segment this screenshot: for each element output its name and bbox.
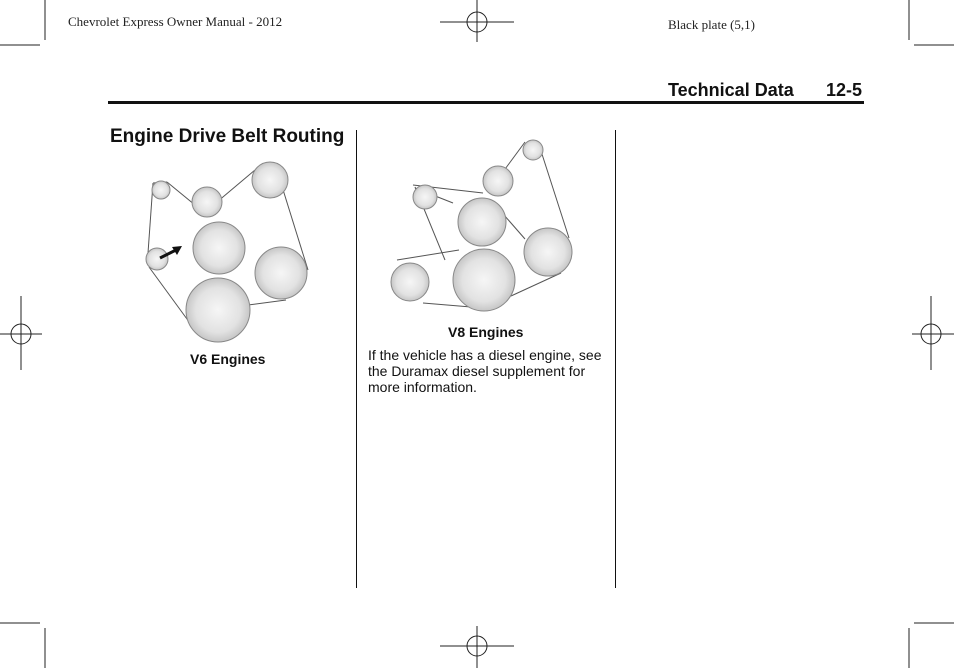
pulley	[391, 263, 429, 301]
registration-mark-top	[440, 0, 514, 42]
pulley	[453, 249, 515, 311]
pulley	[523, 140, 543, 160]
v8-belt-routing-diagram	[385, 135, 580, 315]
pulley	[483, 166, 513, 196]
pulley	[193, 222, 245, 274]
header-rule	[108, 101, 864, 104]
column-divider	[356, 130, 357, 588]
registration-mark-left	[0, 296, 42, 370]
pulley	[413, 185, 437, 209]
pulley	[252, 162, 288, 198]
registration-mark-right	[912, 296, 954, 370]
pulley	[152, 181, 170, 199]
print-header-right: Black plate (5,1)	[668, 17, 755, 32]
registration-mark-bottom	[440, 626, 514, 668]
page-title: Engine Drive Belt Routing	[110, 126, 345, 147]
pulley	[458, 198, 506, 246]
pulley	[255, 247, 307, 299]
print-header-left: Chevrolet Express Owner Manual - 2012	[68, 14, 283, 29]
pulley	[524, 228, 572, 276]
diesel-note-paragraph: If the vehicle has a diesel engine, see the Duramax diesel supplement for more information.	[368, 347, 602, 395]
section-title: Technical Data	[668, 80, 794, 100]
pulley	[192, 187, 222, 217]
tensioner-pulley	[146, 248, 168, 270]
v6-belt-routing-diagram	[140, 155, 315, 345]
column-divider	[615, 130, 616, 588]
pulley	[186, 278, 250, 342]
v6-figure-caption: V6 Engines	[190, 351, 266, 367]
section-page-number: 12-5	[826, 80, 863, 100]
v8-figure-caption: V8 Engines	[448, 324, 524, 340]
